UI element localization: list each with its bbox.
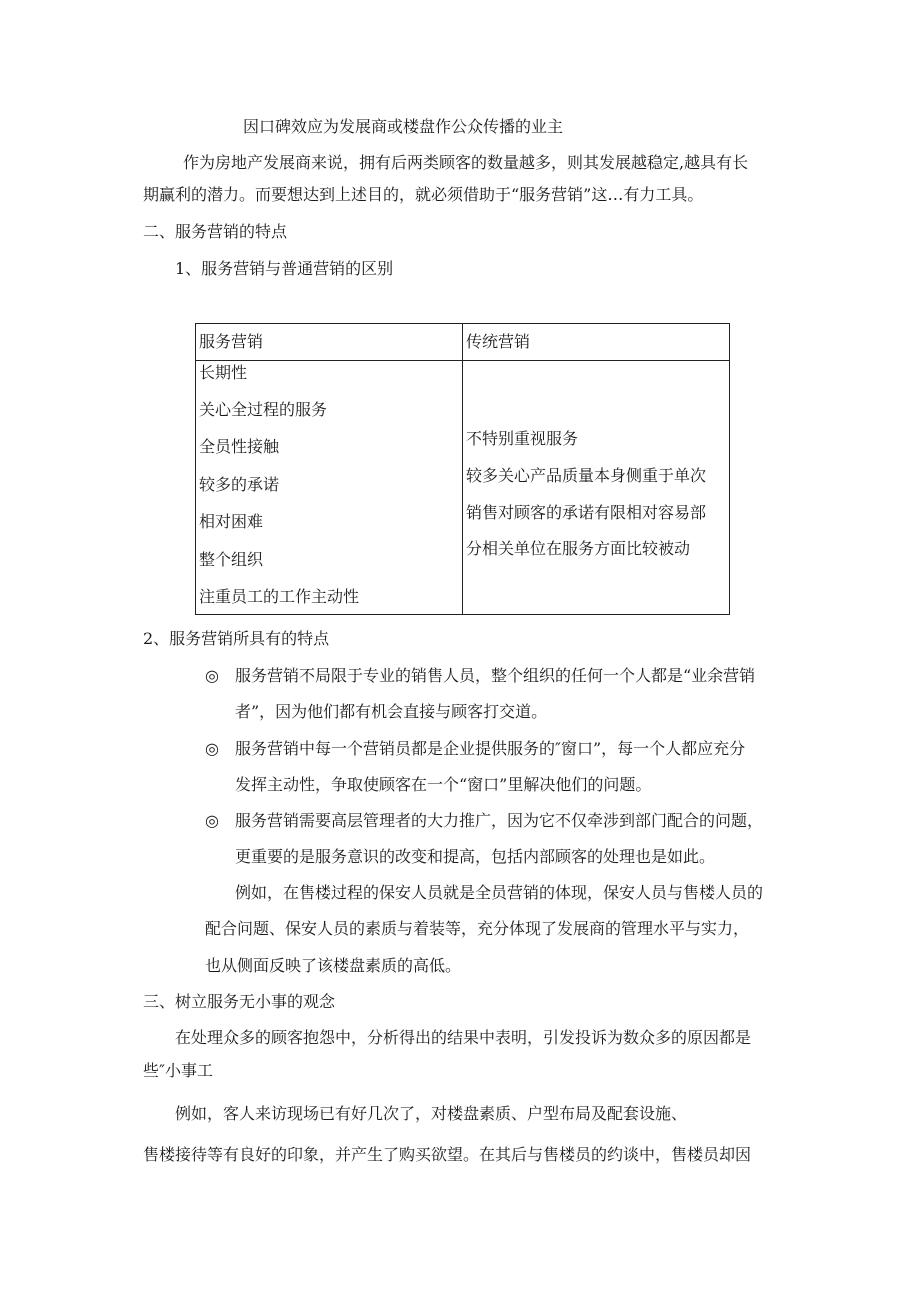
table-cell-service-item: 注重员工的工作主动性 [199, 587, 360, 606]
table-cell-service-item: 全员性接触 [199, 437, 280, 456]
section-3-para-2-line-1: 例如，客人来访现场已有好几次了，对楼盘素质、户型布局及配套设施、 [175, 1104, 688, 1123]
table-cell-service-item: 关心全过程的服务 [199, 400, 328, 419]
intro-line-2: 期赢利的潜力。而要想达到上述目的，就必须借助于“服务营销”这…有力工具。 [143, 185, 704, 204]
section-3-para-2-line-2: 售楼接待等有良好的印象，并产生了购买欲望。在其后与售楼员的约谈中，售楼员却因 [143, 1145, 752, 1164]
bullet-1-line-1: 服务营销不局限于专业的销售人员，整个组织的任何一个人都是“业余营销 [235, 666, 756, 685]
table-cell-service-item: 整个组织 [199, 550, 264, 569]
table-header-service-marketing: 服务营销 [199, 332, 264, 351]
table-header-divider [196, 360, 729, 361]
heading-line: 因口碑效应为发展商或楼盘作公众传播的业主 [243, 117, 564, 136]
bullet-circle-icon: ◎ [205, 811, 219, 830]
section-3-para-1-line-1: 在处理众多的顾客抱怨中，分析得出的结果中表明，引发投诉为数众多的原因都是 [175, 1028, 752, 1047]
table-cell-traditional-line: 销售对顾客的承诺有限相对容易部 [466, 503, 707, 522]
example-line-1: 例如，在售楼过程的保安人员就是全员营销的体现，保安人员与售楼人员的 [235, 883, 764, 902]
bullet-1-line-2: 者”，因为他们都有机会直接与顾客打交道。 [235, 702, 548, 721]
subsection-2-1-title: 1、服务营销与普通营销的区别 [175, 259, 394, 278]
table-cell-traditional-line: 分相关单位在服务方面比较被动 [466, 539, 691, 558]
bullet-circle-icon: ◎ [205, 739, 219, 758]
bullet-circle-icon: ◎ [205, 666, 219, 685]
section-3-para-1-line-2: 些″小事工 [143, 1061, 213, 1080]
table-cell-traditional-line: 不特别重视服务 [466, 429, 579, 448]
table-column-divider [462, 324, 463, 614]
intro-line-1: 作为房地产发展商来说，拥有后两类顾客的数量越多，则其发展越稳定,越具有长 [183, 153, 749, 172]
comparison-table [195, 323, 730, 615]
table-cell-traditional-line: 较多关心产品质量本身侧重于单次 [466, 466, 707, 485]
bullet-2-line-2: 发挥主动性，争取使顾客在一个“窗口”里解决他们的问题。 [235, 775, 652, 794]
table-cell-service-item: 长期性 [199, 363, 248, 382]
table-cell-service-item: 相对困难 [199, 512, 264, 531]
bullet-2-line-1: 服务营销中每一个营销员都是企业提供服务的″窗口”，每一个人都应充分 [235, 739, 746, 758]
example-line-2: 配合问题、保安人员的素质与着装等，充分体现了发展商的管理水平与实力， [205, 919, 750, 938]
table-cell-service-item: 较多的承诺 [199, 475, 280, 494]
section-2-title: 二、服务营销的特点 [143, 222, 288, 241]
subsection-2-2-title: 2、服务营销所具有的特点 [143, 629, 330, 648]
bullet-3-line-2: 更重要的是服务意识的改变和提高，包括内部顾客的处理也是如此。 [235, 847, 716, 866]
table-header-traditional-marketing: 传统营销 [466, 332, 531, 351]
bullet-3-line-1: 服务营销需要高层管理者的大力推广，因为它不仅牵涉到部门配合的问题， [235, 811, 764, 830]
example-line-3: 也从侧面反映了该楼盘素质的高低。 [205, 956, 462, 975]
section-3-title: 三、树立服务无小事的观念 [143, 992, 336, 1011]
